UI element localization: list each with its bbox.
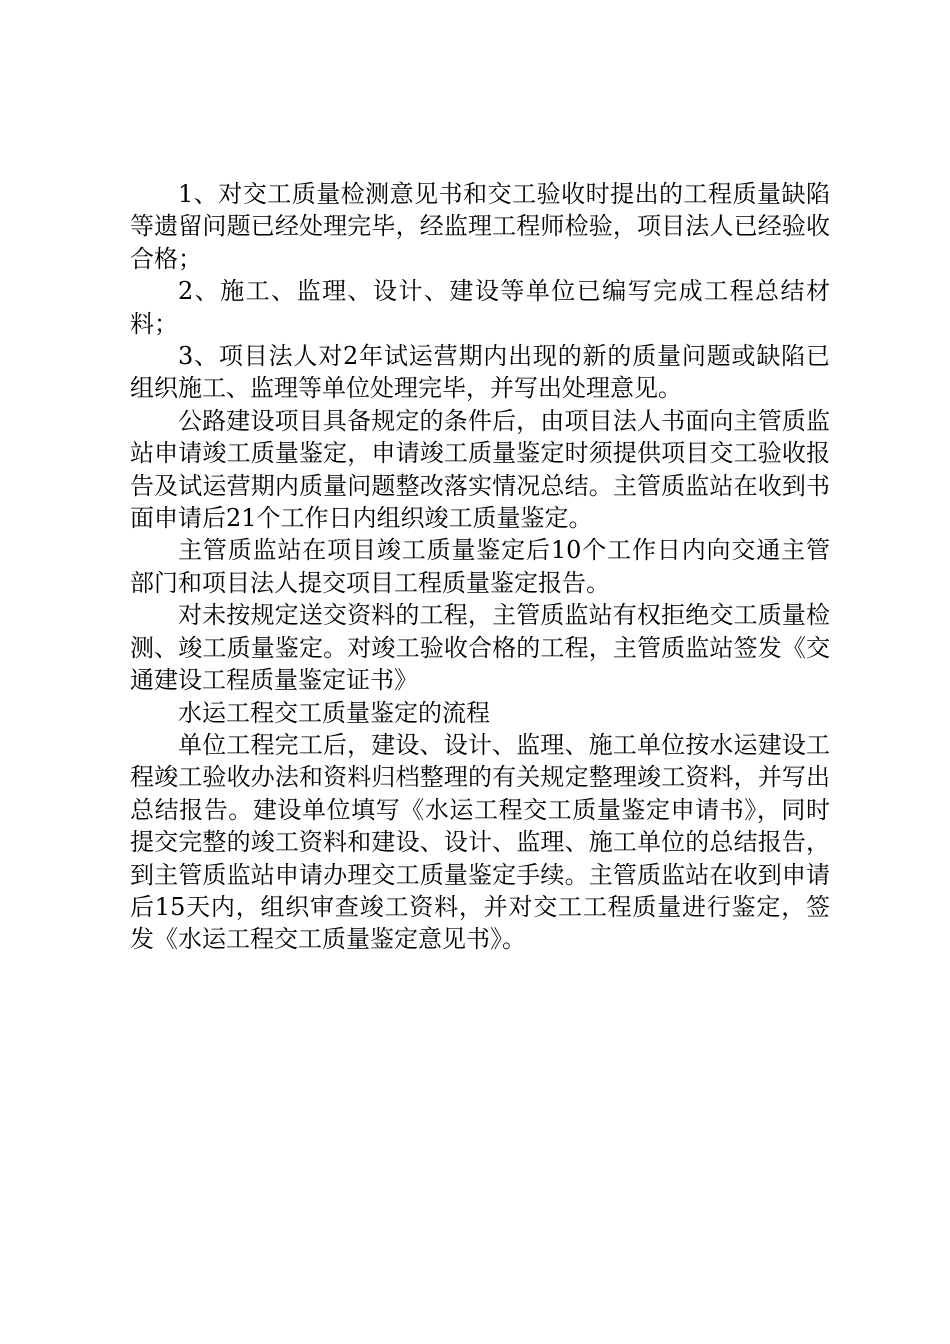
paragraph-item-2: 2、施工、监理、设计、建设等单位已编写完成工程总结材料； (130, 277, 830, 338)
paragraph-item-1: 1、对交工质量检测意见书和交工验收时提出的工程质量缺陷等遗留问题已经处理完毕，经监理工程师检验，项目法人已经验收合格； (130, 180, 830, 273)
paragraph-highway-conditions: 公路建设项目具备规定的条件后，由项目法人书面向主管质监站申请竣工质量鉴定，申请竣工质量鉴定时须提供项目交工验收报告及试运营期内质量问题整改落实情况总结。主管质监站在收到书面申请后21个工作日内组织竣工质量鉴定。 (130, 406, 830, 533)
paragraph-item-3: 3、项目法人对2年试运营期内出现的新的质量问题或缺陷已组织施工、监理等单位处理完毕，并写出处理意见。 (130, 342, 830, 403)
paragraph-report-submission: 主管质监站在项目竣工质量鉴定后10个工作日内向交通主管部门和项目法人提交项目工程质量鉴定报告。 (130, 536, 830, 597)
paragraph-water-transport-process: 单位工程完工后，建设、设计、监理、施工单位按水运建设工程竣工验收办法和资料归档整理的有关规定整理竣工资料，并写出总结报告。建设单位填写《水运工程交工质量鉴定申请书》，同时提交完整的竣工资料和建设、设计、监理、施工单位的总结报告，到主管质监站申请办理交工质量鉴定手续。主管质监站在收到申请后15天内，组织审查竣工资料，并对交工工程质量进行鉴定，签发《水运工程交工质量鉴定意见书》。 (130, 730, 830, 954)
paragraph-refusal-and-certificate: 对未按规定送交资料的工程，主管质监站有权拒绝交工质量检测、竣工质量鉴定。对竣工验收合格的工程，主管质监站签发《交通建设工程质量鉴定证书》 (130, 601, 830, 695)
section-heading: 水运工程交工质量鉴定的流程 (178, 698, 490, 727)
document-body (130, 178, 830, 956)
